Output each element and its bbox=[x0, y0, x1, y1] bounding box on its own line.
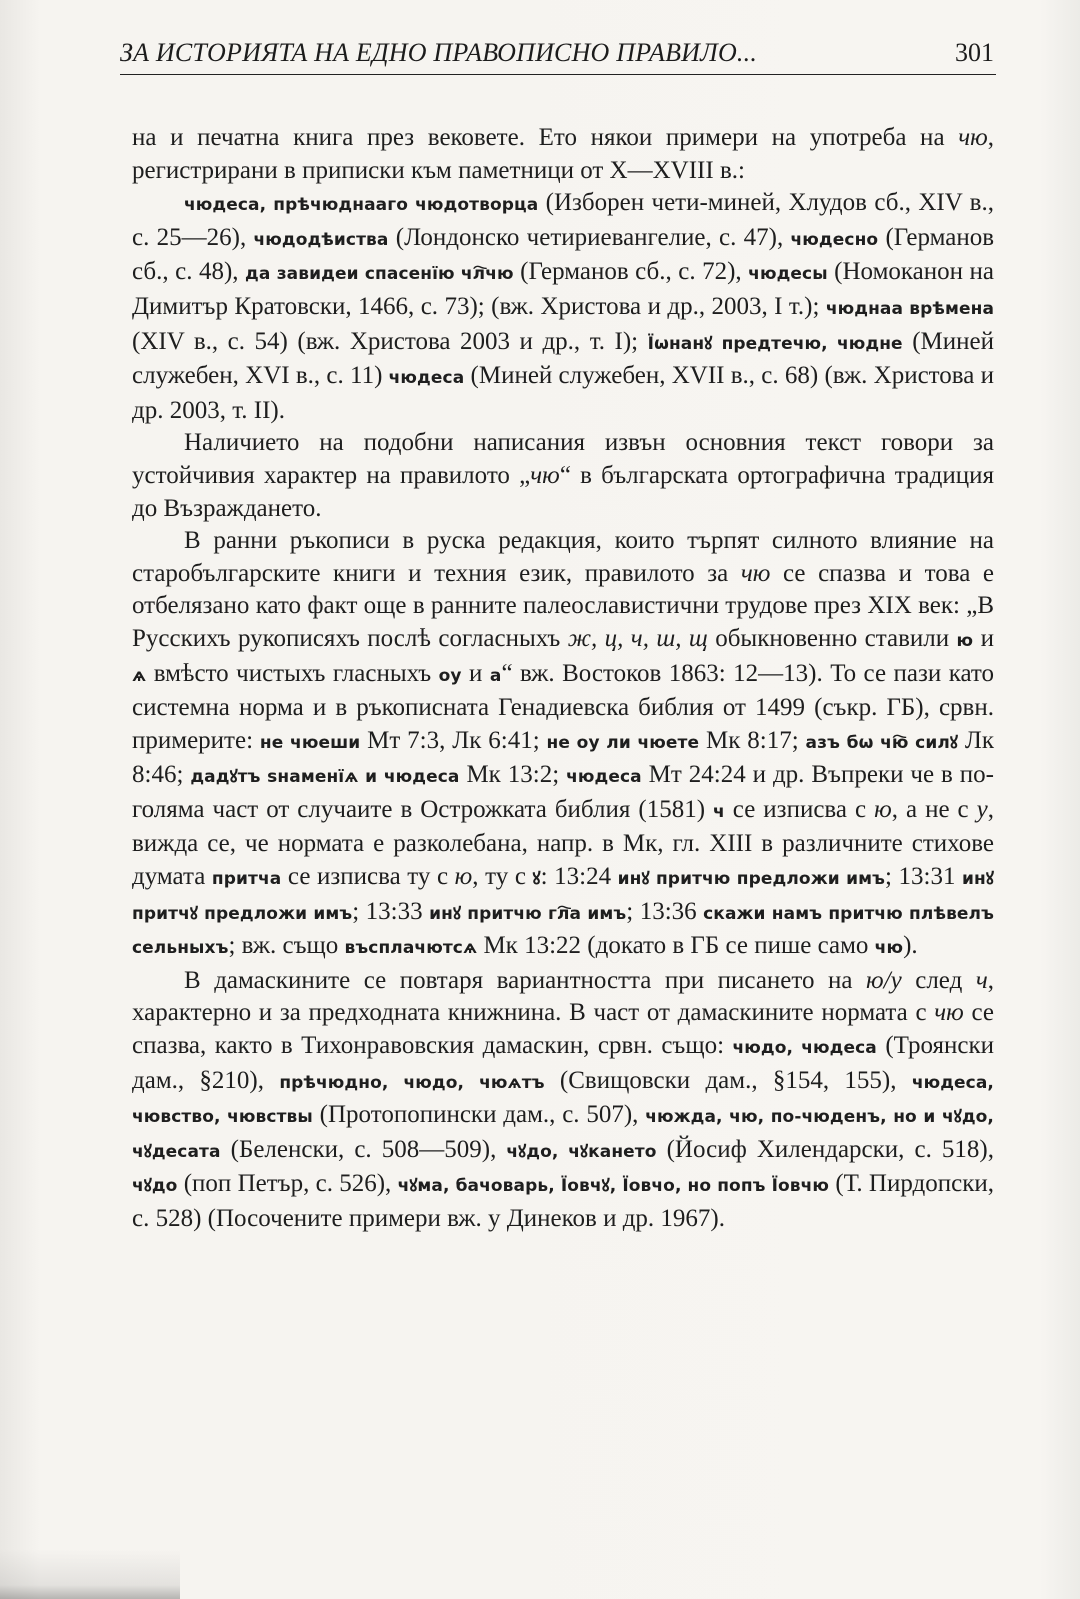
text-run: (Беленски, с. 508—509), bbox=[220, 1135, 507, 1163]
paragraph-1 bbox=[132, 122, 994, 187]
text-run: (Изборен чети-миней, Хлудов сб., XIV в., с. 25—26), bbox=[132, 189, 994, 251]
text-run: се спазва и това е отбелязано като факт още в ранните палеославистични трудове през XIX век: „В Русскихъ рукописяхъ послѣ согласныхъ bbox=[132, 559, 994, 652]
italic-term: ю bbox=[874, 795, 892, 823]
church-slavonic-example: оу bbox=[438, 665, 462, 686]
church-slavonic-example: въсплачютсѧ bbox=[344, 938, 478, 959]
text-run: ; 13:31 bbox=[884, 863, 963, 891]
church-slavonic-example: инꙋ притчꙋ предложи имъ bbox=[132, 869, 994, 924]
text-run: Мк 13:2; bbox=[459, 761, 567, 789]
text-run: на и печатна книга през вековете. Ето някои примери на употреба на bbox=[132, 124, 959, 151]
text-run: (Свищовски дам., §154, 155), bbox=[544, 1066, 912, 1094]
text-run: , вижда се, че нормата е разколебана, напр. в Мк, гл. XIII в различните стихове думата bbox=[132, 795, 995, 891]
text-run: , а не с bbox=[891, 795, 977, 823]
church-slavonic-example: чюдо, чюдеса bbox=[732, 1038, 877, 1059]
church-slavonic-example: скажи намъ притчю плѣвелъ сельныхъ bbox=[132, 903, 994, 959]
church-slavonic-example: чюдеса bbox=[566, 767, 642, 788]
text-run: се изписва ту с bbox=[281, 863, 455, 891]
church-slavonic-example: чю bbox=[874, 938, 904, 959]
text-run: ; 13:33 bbox=[352, 897, 430, 925]
church-slavonic-example: инꙋ притчю предложи имъ bbox=[617, 869, 885, 890]
italic-term: чю bbox=[740, 559, 771, 587]
church-slavonic-example: ѧ bbox=[132, 665, 147, 686]
text-run: Мк 13:22 (докато в ГБ се пише само bbox=[477, 932, 875, 960]
church-slavonic-example: притча bbox=[211, 869, 282, 890]
text-run: Лк 8:46; bbox=[132, 726, 994, 789]
church-slavonic-example: ꙋ bbox=[532, 869, 541, 890]
church-slavonic-example: чꙋдо bbox=[132, 1176, 178, 1197]
church-slavonic-example: инꙋ притчю гл҇а имъ bbox=[429, 903, 627, 924]
church-slavonic-example: чюдеса, прѣчюднааго чюдотворца bbox=[184, 195, 539, 216]
body-text bbox=[132, 122, 994, 1236]
paragraph-5 bbox=[132, 965, 994, 1236]
church-slavonic-example: дадꙋтъ ѕнаменїѧ и чюдеса bbox=[190, 767, 460, 788]
text-run: (Миней служебен, XVII в., с. 68) (вж. Христова и др. 2003, т. II). bbox=[132, 362, 994, 424]
italic-term: ч bbox=[975, 966, 988, 994]
running-header bbox=[120, 36, 996, 75]
italic-term: ю bbox=[454, 863, 473, 891]
paragraph-2-examples bbox=[132, 187, 994, 427]
text-run: (Троянски дам., §210), bbox=[132, 1032, 994, 1094]
church-slavonic-example: Їωнанꙋ предтечю, чюдне bbox=[647, 333, 903, 354]
running-title: ЗА ИСТОРИЯТА НА ЕДНО ПРАВОПИСНО ПРАВИЛО... bbox=[120, 38, 758, 67]
church-slavonic-example: а bbox=[489, 665, 502, 686]
text-run: (Номоканон на Димитър Кратовски, 1466, с. 73); (вж. Христова и др., 2003, I т.); bbox=[132, 258, 994, 320]
text-run: (Миней служебен, XVI в., с. 11) bbox=[132, 327, 994, 390]
text-run: обыкновенно ставили bbox=[707, 624, 957, 652]
church-slavonic-example: не чюеши bbox=[259, 732, 361, 753]
church-slavonic-example: чꙋдо, чꙋкането bbox=[506, 1141, 657, 1162]
church-slavonic-example: чꙋма, бачоварь, Їовчꙋ, Їовчо, но попъ Їовчю bbox=[397, 1176, 830, 1197]
italic-term: чю bbox=[934, 999, 964, 1027]
text-run: се изписва с bbox=[724, 795, 875, 823]
italic-term: чю bbox=[958, 124, 988, 151]
church-slavonic-example: чюдеса bbox=[388, 368, 465, 389]
text-run: Мт 7:3, Лк 6:41; bbox=[360, 726, 547, 754]
text-run: (Лондонско четириевангелие, с. 47), bbox=[388, 223, 791, 251]
church-slavonic-example: прѣчюдно, чюдо, чюѧтъ bbox=[279, 1072, 545, 1093]
text-run: се спазва, както в Тихонравовския дамаскин, срвн. също: bbox=[132, 999, 995, 1060]
church-slavonic-example: ю bbox=[956, 630, 974, 651]
church-slavonic-example: чюдеса, чювство, чювствы bbox=[132, 1072, 994, 1128]
italic-term: ж, ц, ч, ш, щ bbox=[567, 624, 708, 652]
text-run: (Германов сб., с. 48), bbox=[132, 223, 994, 286]
text-run: “ в българската ортографична традиция до Възраждането. bbox=[132, 461, 994, 522]
text-run: , характерно и за предходната книжнина. В част от дамаскините нормата с bbox=[132, 966, 995, 1027]
italic-term: у bbox=[976, 795, 988, 823]
italic-term: чю bbox=[530, 461, 560, 489]
italic-term: ю/у bbox=[866, 966, 902, 994]
text-run: , регистрирани в приписки към паметници от X—XVIII в.: bbox=[132, 124, 994, 184]
church-slavonic-example: азъ бω чю҇ силꙋ bbox=[805, 732, 958, 753]
church-slavonic-example: чюжда, чю, по-чюденъ, но и чꙋдо, чꙋдесата bbox=[132, 1107, 994, 1162]
church-slavonic-example: ч bbox=[713, 801, 725, 822]
text-run: след bbox=[901, 966, 976, 994]
text-run: , ту с bbox=[472, 863, 533, 891]
church-slavonic-example: чюдесы bbox=[748, 264, 828, 285]
church-slavonic-example: чюдесно bbox=[790, 229, 879, 250]
church-slavonic-example: не оу ли чюете bbox=[546, 732, 700, 753]
text-run: ; вж. също bbox=[228, 932, 345, 960]
text-run: и bbox=[461, 659, 490, 687]
church-slavonic-example: чюднаа врѣмена bbox=[825, 298, 995, 319]
page-number: 301 bbox=[955, 38, 994, 67]
church-slavonic-example: чюдодѣиства bbox=[253, 229, 389, 250]
text-run: и bbox=[973, 624, 994, 652]
text-run: ). bbox=[903, 932, 918, 960]
text-run: В дамаскините се повтаря вариантността при писането на bbox=[184, 966, 867, 994]
paragraph-3 bbox=[132, 427, 994, 525]
text-run: ; 13:36 bbox=[626, 897, 704, 925]
text-run: (Йосиф Хилендарски, с. 518), bbox=[656, 1135, 994, 1163]
text-run: (Германов сб., с. 72), bbox=[513, 258, 749, 286]
text-run: “ вж. Востоков 1863: 12—13). То се пази като системна норма и в ръкописната Генадиевска библия от 1499 (съкр. ГБ), срвн. примерите: bbox=[132, 659, 995, 754]
text-run: вмѣсто чистыхъ гласныхъ bbox=[146, 659, 439, 687]
text-run: Наличието на подобни написания извън основния текст говори за устойчивия характер на правилото „ bbox=[132, 429, 994, 489]
text-run: В ранни ръкописи в руска редакция, които търпят силното влияние на старобългарските книги и техния език, правилото за bbox=[132, 527, 994, 587]
text-run: Мт 24:24 и др. Въпреки че в по-голяма част от случаите в Острожката библия (1581) bbox=[132, 761, 994, 823]
text-run: (поп Петър, с. 526), bbox=[177, 1170, 398, 1198]
text-run: : 13:24 bbox=[540, 863, 618, 891]
text-run: (XIV в., с. 54) (вж. Христова 2003 и др., т. I); bbox=[132, 327, 648, 355]
paragraph-4 bbox=[132, 525, 994, 965]
text-run: (Т. Пирдопски, с. 528) (Посочените примери вж. у Динеков и др. 1967). bbox=[132, 1170, 995, 1232]
page-edge-shadow bbox=[0, 1539, 180, 1599]
text-run: Мк 8:17; bbox=[699, 726, 806, 754]
text-run: (Протопопински дам., с. 507), bbox=[312, 1101, 646, 1129]
church-slavonic-example: да завидеи спасенїю чл҇чю bbox=[245, 264, 514, 285]
